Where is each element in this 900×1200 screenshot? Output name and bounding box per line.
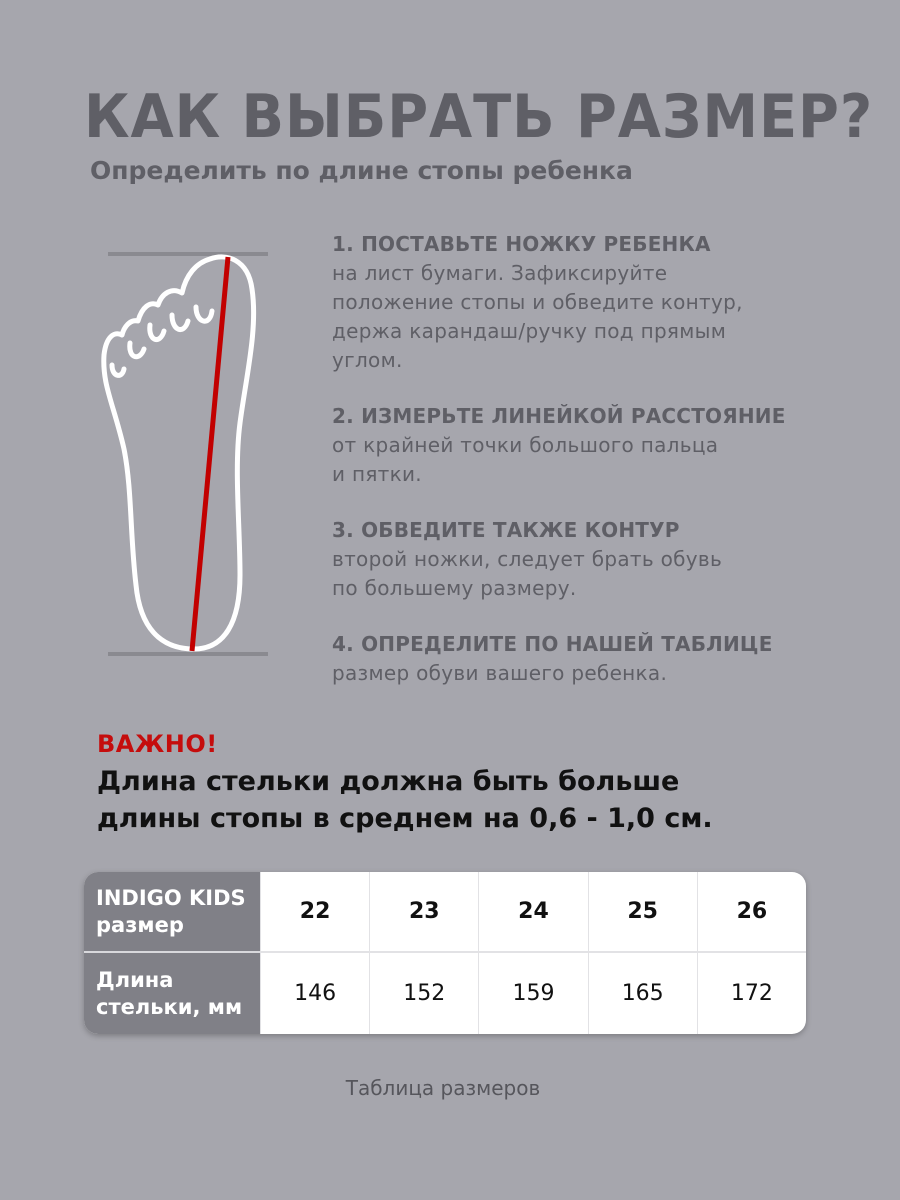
step-3	[332, 516, 872, 603]
important-note: Длина стельки должна быть больше длины стопы в среднем на 0,6 - 1,0 см.	[97, 766, 713, 834]
size-cell: 23	[369, 872, 478, 953]
insole-length-cell: 146	[260, 953, 369, 1034]
table-caption: Таблица размеров	[345, 1076, 541, 1100]
page-subtitle: Определить по длине стопы ребенка	[90, 156, 633, 185]
step-text: от крайней точки большого пальца и пятки.	[332, 433, 719, 486]
size-cell: 26	[697, 872, 806, 953]
foot-outline	[104, 257, 254, 649]
insole-length-cell: 172	[697, 953, 806, 1034]
step-text: на лист бумаги. Зафиксируйте положение стопы и обведите контур, держа карандаш/ручку под прямым углом.	[332, 261, 743, 372]
row-header-size: INDIGO KIDS размер	[84, 872, 260, 953]
insole-length-cell: 165	[588, 953, 697, 1034]
step-text: размер обуви вашего ребенка.	[332, 661, 668, 685]
step-1	[332, 230, 872, 375]
step-heading: 4. ОПРЕДЕЛИТЕ ПО НАШЕЙ ТАБЛИЦЕ	[332, 632, 773, 656]
step-2	[332, 402, 872, 489]
step-heading: 2. ИЗМЕРЬТЕ ЛИНЕЙКОЙ РАССТОЯНИЕ	[332, 404, 786, 428]
size-cell: 24	[478, 872, 587, 953]
step-4	[332, 630, 872, 688]
foot-outline-icon	[100, 245, 275, 665]
instructions-list	[332, 230, 872, 715]
step-heading: 3. ОБВЕДИТЕ ТАКЖЕ КОНТУР	[332, 518, 680, 542]
size-table	[84, 872, 806, 1034]
size-cell: 22	[260, 872, 369, 953]
row-header-insole-length: Длина стельки, мм	[84, 953, 260, 1034]
step-heading: 1. ПОСТАВЬТЕ НОЖКУ РЕБЕНКА	[332, 232, 711, 256]
important-label: ВАЖНО!	[97, 730, 218, 758]
insole-length-cell: 152	[369, 953, 478, 1034]
step-text: второй ножки, следует брать обувь по большему размеру.	[332, 547, 723, 600]
page-title: КАК ВЫБРАТЬ РАЗМЕР?	[84, 82, 874, 152]
size-cell: 25	[588, 872, 697, 953]
insole-length-cell: 159	[478, 953, 587, 1034]
